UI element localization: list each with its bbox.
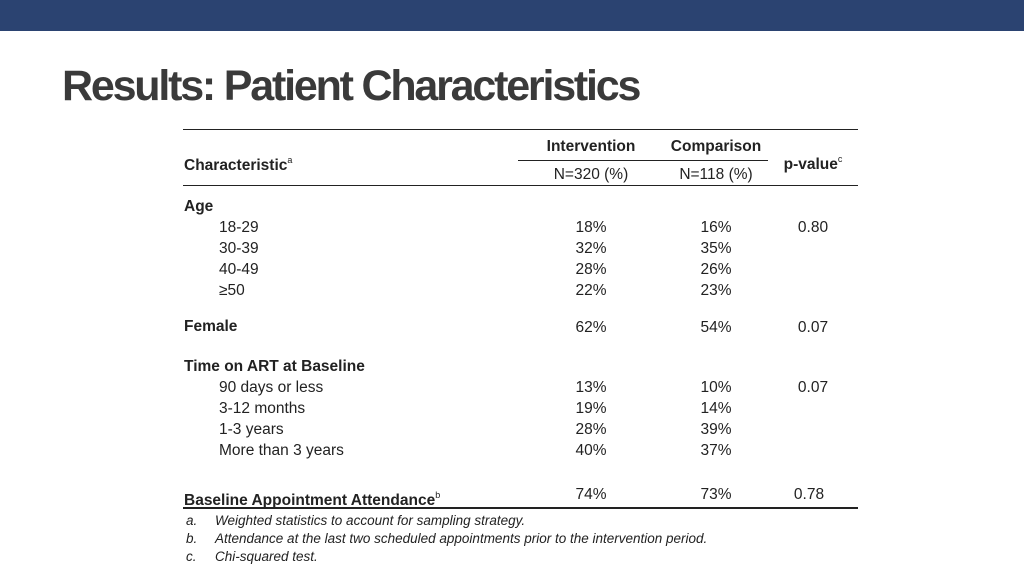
cell-intervention: 32% <box>575 240 607 257</box>
header-bottom-rule <box>183 185 858 186</box>
header-pvalue: p-value$^c$ <box>783 154 843 173</box>
row-label: 90 days or less <box>219 379 324 396</box>
column-group-rule <box>518 160 768 161</box>
header-n-comparison: N=118 (%) <box>679 166 753 183</box>
cell-intervention: 28% <box>575 261 607 278</box>
cell-intervention: 40% <box>575 442 607 459</box>
row-label: 3-12 months <box>219 400 306 417</box>
cell-intervention: 22% <box>575 282 607 299</box>
cell-pvalue: 0.78 <box>793 486 825 503</box>
cell-comparison: 10% <box>700 379 732 396</box>
cell-comparison: 54% <box>700 319 732 336</box>
row-label: 1-3 years <box>219 421 284 438</box>
cell-intervention: 18% <box>575 219 607 236</box>
row-label: 40-49 <box>219 261 259 278</box>
cell-intervention: 13% <box>575 379 607 396</box>
row-label-female: Female <box>184 318 238 335</box>
cell-comparison: 26% <box>700 261 732 278</box>
row-label: 18-29 <box>219 219 259 236</box>
cell-pvalue: 0.07 <box>797 319 829 336</box>
cell-pvalue: 0.80 <box>797 219 829 236</box>
section-label-age: Age <box>184 198 214 215</box>
row-label-attendance: Baseline Appointment Attendance$^b$ <box>184 490 441 509</box>
header-characteristic: Characteristic$^a$ <box>184 155 293 174</box>
cell-comparison: 73% <box>700 486 732 503</box>
section-label-art: Time on ART at Baseline <box>184 358 365 375</box>
cell-intervention: 28% <box>575 421 607 438</box>
cell-pvalue: 0.07 <box>797 379 829 396</box>
cell-comparison: 23% <box>700 282 732 299</box>
header-intervention: Intervention <box>546 138 636 155</box>
cell-comparison: 39% <box>700 421 732 438</box>
characteristics-table <box>183 129 858 509</box>
cell-intervention: 19% <box>575 400 607 417</box>
cell-intervention: 74% <box>575 486 607 503</box>
header-n-intervention: N=320 (%) <box>553 166 629 183</box>
row-label: ≥50 <box>219 282 245 299</box>
page-title: Results: Patient Characteristics <box>62 62 640 110</box>
footnote: a. Weighted statistics to account for sampling strategy. <box>186 513 526 528</box>
cell-comparison: 14% <box>700 400 732 417</box>
footnote: c. Chi-squared test. <box>186 549 318 564</box>
row-label: More than 3 years <box>219 442 344 459</box>
cell-intervention: 62% <box>575 319 607 336</box>
header-bar <box>0 0 1024 31</box>
header-comparison: Comparison <box>670 138 762 155</box>
cell-comparison: 35% <box>700 240 732 257</box>
cell-comparison: 16% <box>700 219 732 236</box>
cell-comparison: 37% <box>700 442 732 459</box>
table-top-rule <box>183 129 858 130</box>
footnote: b. Attendance at the last two scheduled appointments prior to the intervention period. <box>186 531 708 546</box>
row-label: 30-39 <box>219 240 259 257</box>
